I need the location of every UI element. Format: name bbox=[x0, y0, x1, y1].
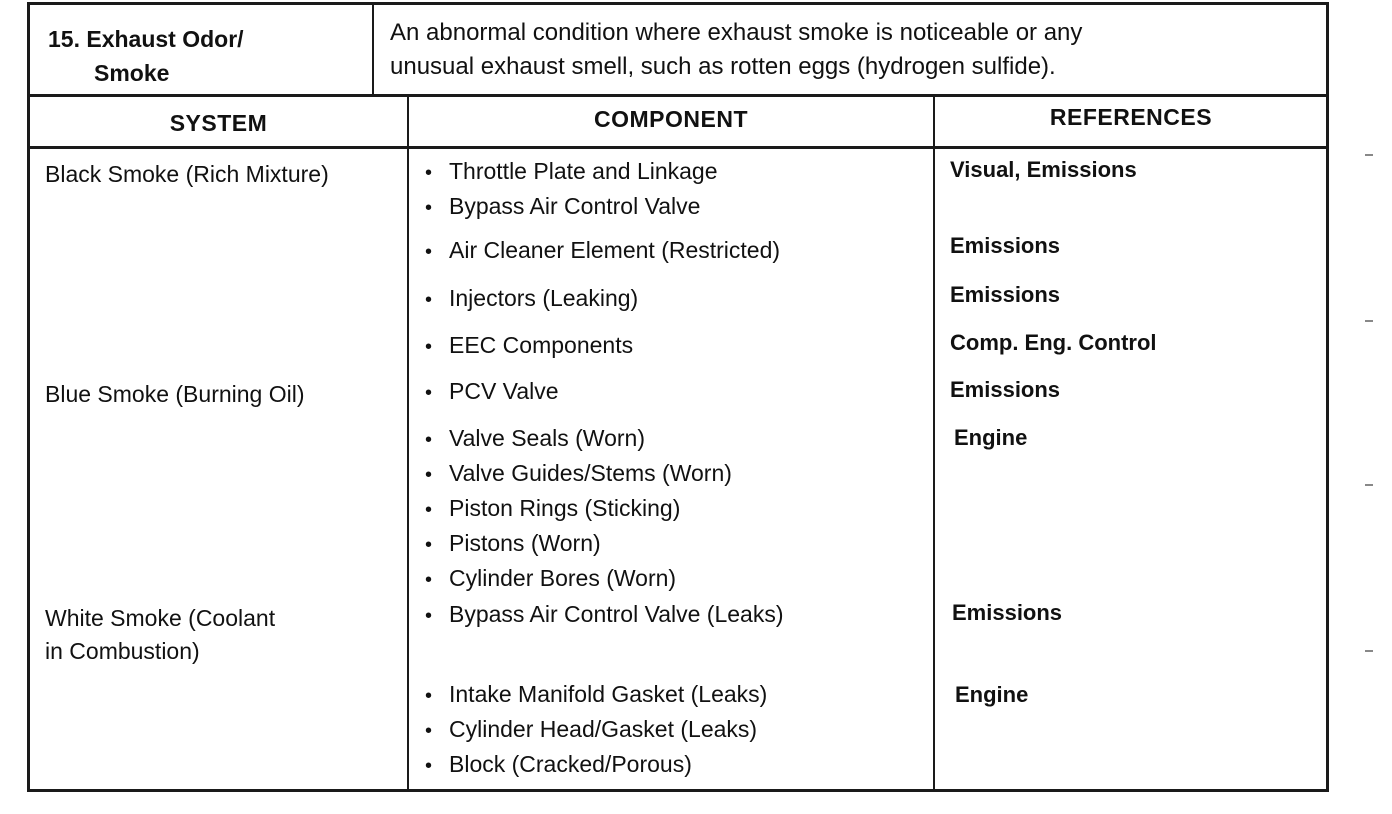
reference-emissions: Emissions bbox=[950, 233, 1061, 258]
component-item bbox=[425, 155, 925, 190]
component-item bbox=[425, 422, 925, 457]
bullet-icon: • bbox=[425, 382, 433, 404]
bullet-icon: • bbox=[425, 197, 433, 219]
component-item bbox=[425, 527, 925, 562]
component-label: Pistons (Worn) bbox=[449, 530, 601, 556]
condition-description bbox=[390, 16, 1310, 84]
component-label: Block (Cracked/Porous) bbox=[449, 751, 692, 777]
component-label: Cylinder Head/Gasket (Leaks) bbox=[449, 716, 758, 742]
condition-title-line2: Smoke bbox=[94, 60, 170, 86]
bullet-icon: • bbox=[425, 336, 433, 358]
component-group-air-cleaner bbox=[425, 234, 925, 269]
reference-emissions: Emissions bbox=[952, 600, 1063, 625]
component-group-engine-wear bbox=[425, 422, 925, 597]
component-group-coolant-leaks bbox=[425, 678, 925, 783]
reference-comp-eng-control: Comp. Eng. Control bbox=[950, 330, 1157, 355]
component-group-throttle bbox=[425, 155, 925, 225]
component-item bbox=[425, 678, 925, 713]
system-component-divider bbox=[407, 95, 409, 792]
scan-edge-mark bbox=[1365, 320, 1373, 322]
component-label: Cylinder Bores (Worn) bbox=[449, 565, 677, 591]
component-item bbox=[425, 375, 925, 410]
condition-description-line2: unusual exhaust smell, such as rotten eggs (hydrogen sulfide). bbox=[390, 53, 1056, 80]
column-header-system: SYSTEM bbox=[169, 110, 268, 136]
component-label: Piston Rings (Sticking) bbox=[449, 495, 681, 521]
system-black-smoke: Black Smoke (Rich Mixture) bbox=[45, 161, 329, 187]
system-white-smoke-line1: White Smoke (Coolant bbox=[45, 605, 276, 631]
bullet-icon: • bbox=[425, 429, 433, 451]
component-label: Bypass Air Control Valve (Leaks) bbox=[449, 601, 784, 627]
scan-edge-mark bbox=[1365, 154, 1373, 156]
component-label: EEC Components bbox=[449, 332, 634, 358]
component-item bbox=[425, 234, 925, 269]
system-white-smoke bbox=[45, 602, 405, 668]
condition-title bbox=[48, 22, 348, 90]
component-label: Intake Manifold Gasket (Leaks) bbox=[449, 681, 768, 707]
component-item bbox=[425, 598, 925, 633]
component-label: Bypass Air Control Valve bbox=[449, 193, 701, 219]
bullet-icon: • bbox=[425, 720, 433, 742]
bullet-icon: • bbox=[425, 685, 433, 707]
title-divider bbox=[372, 2, 374, 95]
scan-edge-mark bbox=[1365, 484, 1373, 486]
component-group-bypass-leaks bbox=[425, 598, 925, 633]
component-group-pcv bbox=[425, 375, 925, 410]
condition-title-line1: 15. Exhaust Odor/ bbox=[48, 26, 244, 52]
component-item bbox=[425, 190, 925, 225]
system-white-smoke-line2: in Combustion) bbox=[45, 638, 200, 664]
component-label: Valve Seals (Worn) bbox=[449, 425, 645, 451]
component-label: PCV Valve bbox=[449, 378, 559, 404]
component-reference-divider bbox=[933, 95, 935, 792]
component-item bbox=[425, 492, 925, 527]
bullet-icon: • bbox=[425, 464, 433, 486]
reference-engine: Engine bbox=[954, 425, 1028, 450]
column-header-divider bbox=[27, 146, 1329, 149]
component-label: Injectors (Leaking) bbox=[449, 285, 639, 311]
header-divider bbox=[27, 94, 1329, 97]
reference-engine: Engine bbox=[955, 682, 1029, 707]
system-blue-smoke: Blue Smoke (Burning Oil) bbox=[45, 381, 305, 407]
component-group-eec bbox=[425, 329, 925, 364]
bullet-icon: • bbox=[425, 499, 433, 521]
component-item bbox=[425, 457, 925, 492]
component-item bbox=[425, 282, 925, 317]
bullet-icon: • bbox=[425, 162, 433, 184]
component-item bbox=[425, 329, 925, 364]
column-header-component: COMPONENT bbox=[594, 106, 748, 132]
reference-emissions: Emissions bbox=[950, 377, 1061, 402]
scan-edge-mark bbox=[1365, 650, 1373, 652]
bullet-icon: • bbox=[425, 605, 433, 627]
component-item bbox=[425, 562, 925, 597]
bullet-icon: • bbox=[425, 534, 433, 556]
bullet-icon: • bbox=[425, 755, 433, 777]
column-header-references: REFERENCES bbox=[1049, 104, 1213, 130]
component-label: Throttle Plate and Linkage bbox=[449, 158, 718, 184]
reference-emissions: Emissions bbox=[950, 282, 1061, 307]
bullet-icon: • bbox=[425, 241, 433, 263]
component-item bbox=[425, 748, 925, 783]
condition-description-line1: An abnormal condition where exhaust smoke is noticeable or any bbox=[390, 19, 1083, 46]
bullet-icon: • bbox=[425, 569, 433, 591]
bullet-icon: • bbox=[425, 289, 433, 311]
component-group-injectors bbox=[425, 282, 925, 317]
component-label: Valve Guides/Stems (Worn) bbox=[449, 460, 732, 486]
reference-visual-emissions: Visual, Emissions bbox=[950, 157, 1137, 182]
component-label: Air Cleaner Element (Restricted) bbox=[449, 237, 781, 263]
component-item bbox=[425, 713, 925, 748]
